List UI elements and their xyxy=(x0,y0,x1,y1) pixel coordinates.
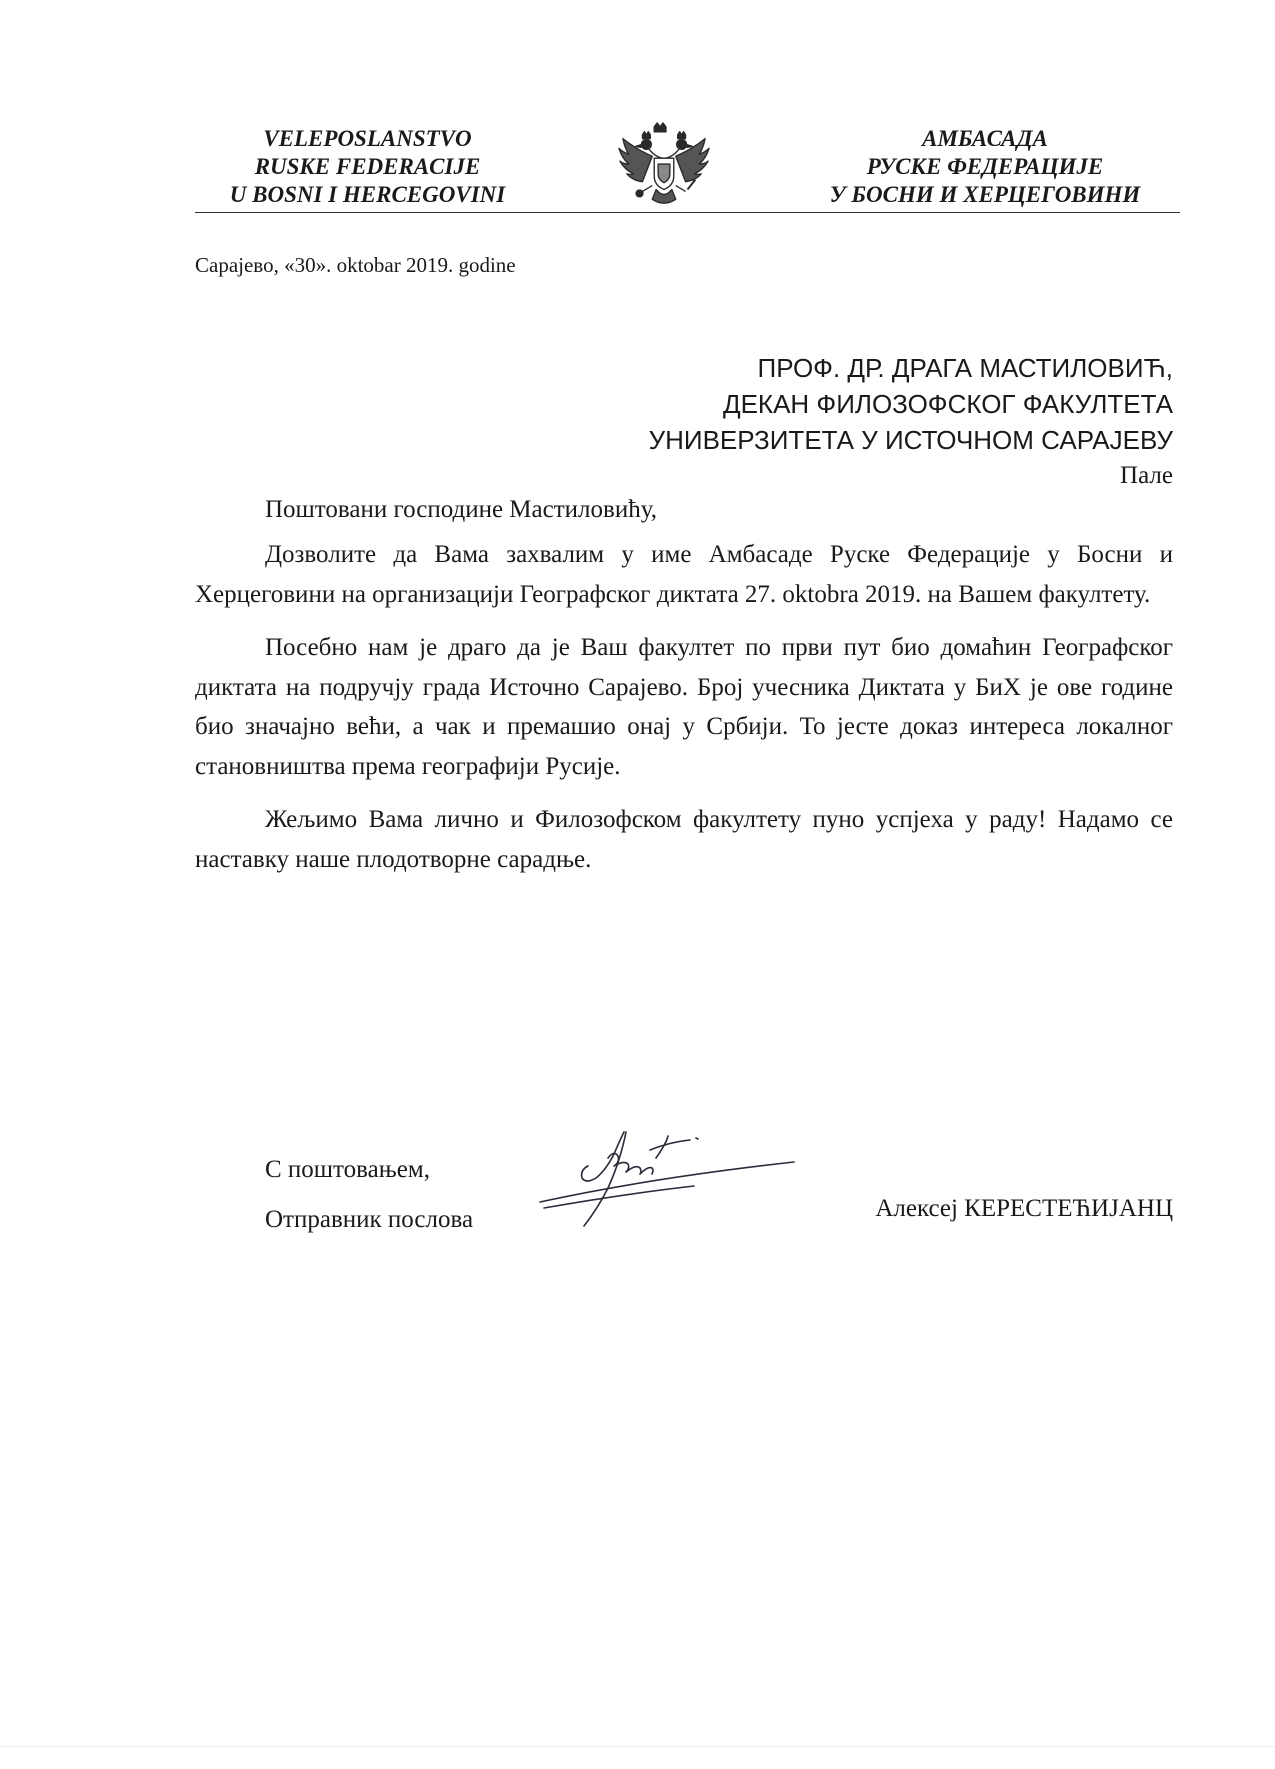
letterhead-cyrillic-line: У БОСНИ И ХЕРЦЕГОВИНИ xyxy=(829,182,1141,207)
body-paragraph: Посебно нам је драго да је Ваш факултет по први пут био домаћин Географског диктата на подручју града Источно Сарајево. Број учесника Диктата у БиХ је ове године био значајно већи, а чак и премашио онај у Србији. То јесте доказ интереса локалног становништва према географији Русије. xyxy=(195,634,1173,780)
letter-body xyxy=(195,535,1173,893)
closing-greeting: С поштовањем, xyxy=(265,1156,430,1183)
double-headed-eagle-icon xyxy=(615,121,713,213)
date-line: Сарајево, «30». oktobar 2019. godine xyxy=(195,253,516,277)
body-paragraph: Жељимо Вама лично и Филозофском факултету пуно успјеха у раду! Надамо се наставку наше плодотворне сарадње. xyxy=(195,806,1173,873)
closing-block xyxy=(265,1145,473,1245)
body-paragraph: Дозволите да Вама захвалим у име Амбасаде Руске Федерације у Босни и Херцеговини на организацији Географског диктата 27. oktobra 2019. на Вашем факултету. xyxy=(195,541,1173,608)
letterhead-divider xyxy=(195,212,1180,213)
letterhead-cyrillic-line: АМБАСАДА xyxy=(922,126,1048,151)
addressee-line: ПРОФ. ДР. ДРАГА МАСТИЛОВИЋ, xyxy=(757,353,1173,383)
letterhead-cyrillic-line: РУСКЕ ФЕДЕРАЦИЈЕ xyxy=(866,154,1104,179)
letterhead-latin-line: U BOSNI I HERCEGOVINI xyxy=(229,182,506,207)
salutation: Поштовани господине Мастиловићу, xyxy=(265,496,657,523)
handwritten-signature xyxy=(538,1108,798,1238)
letterhead-latin xyxy=(195,125,540,209)
closing-title: Отправник послова xyxy=(265,1206,474,1233)
addressee-line: УНИВЕРЗИТЕТА У ИСТОЧНОМ САРАЈЕВУ xyxy=(648,425,1173,455)
letterhead-cyrillic xyxy=(790,125,1180,209)
scan-edge xyxy=(0,1746,1275,1747)
letterhead-latin-line: RUSKE FEDERACIJE xyxy=(254,154,481,179)
letterhead-latin-line: VELEPOSLANSTVO xyxy=(263,126,472,151)
addressee-block xyxy=(649,350,1173,494)
signer-name: Алексеј КЕРЕСТЕЋИЈАНЦ xyxy=(875,1195,1173,1222)
addressee-city: Пале xyxy=(1120,462,1173,489)
addressee-line: ДЕКАН ФИЛОЗОФСКОГ ФАКУЛТЕТА xyxy=(722,389,1173,419)
letterhead xyxy=(195,125,1180,215)
